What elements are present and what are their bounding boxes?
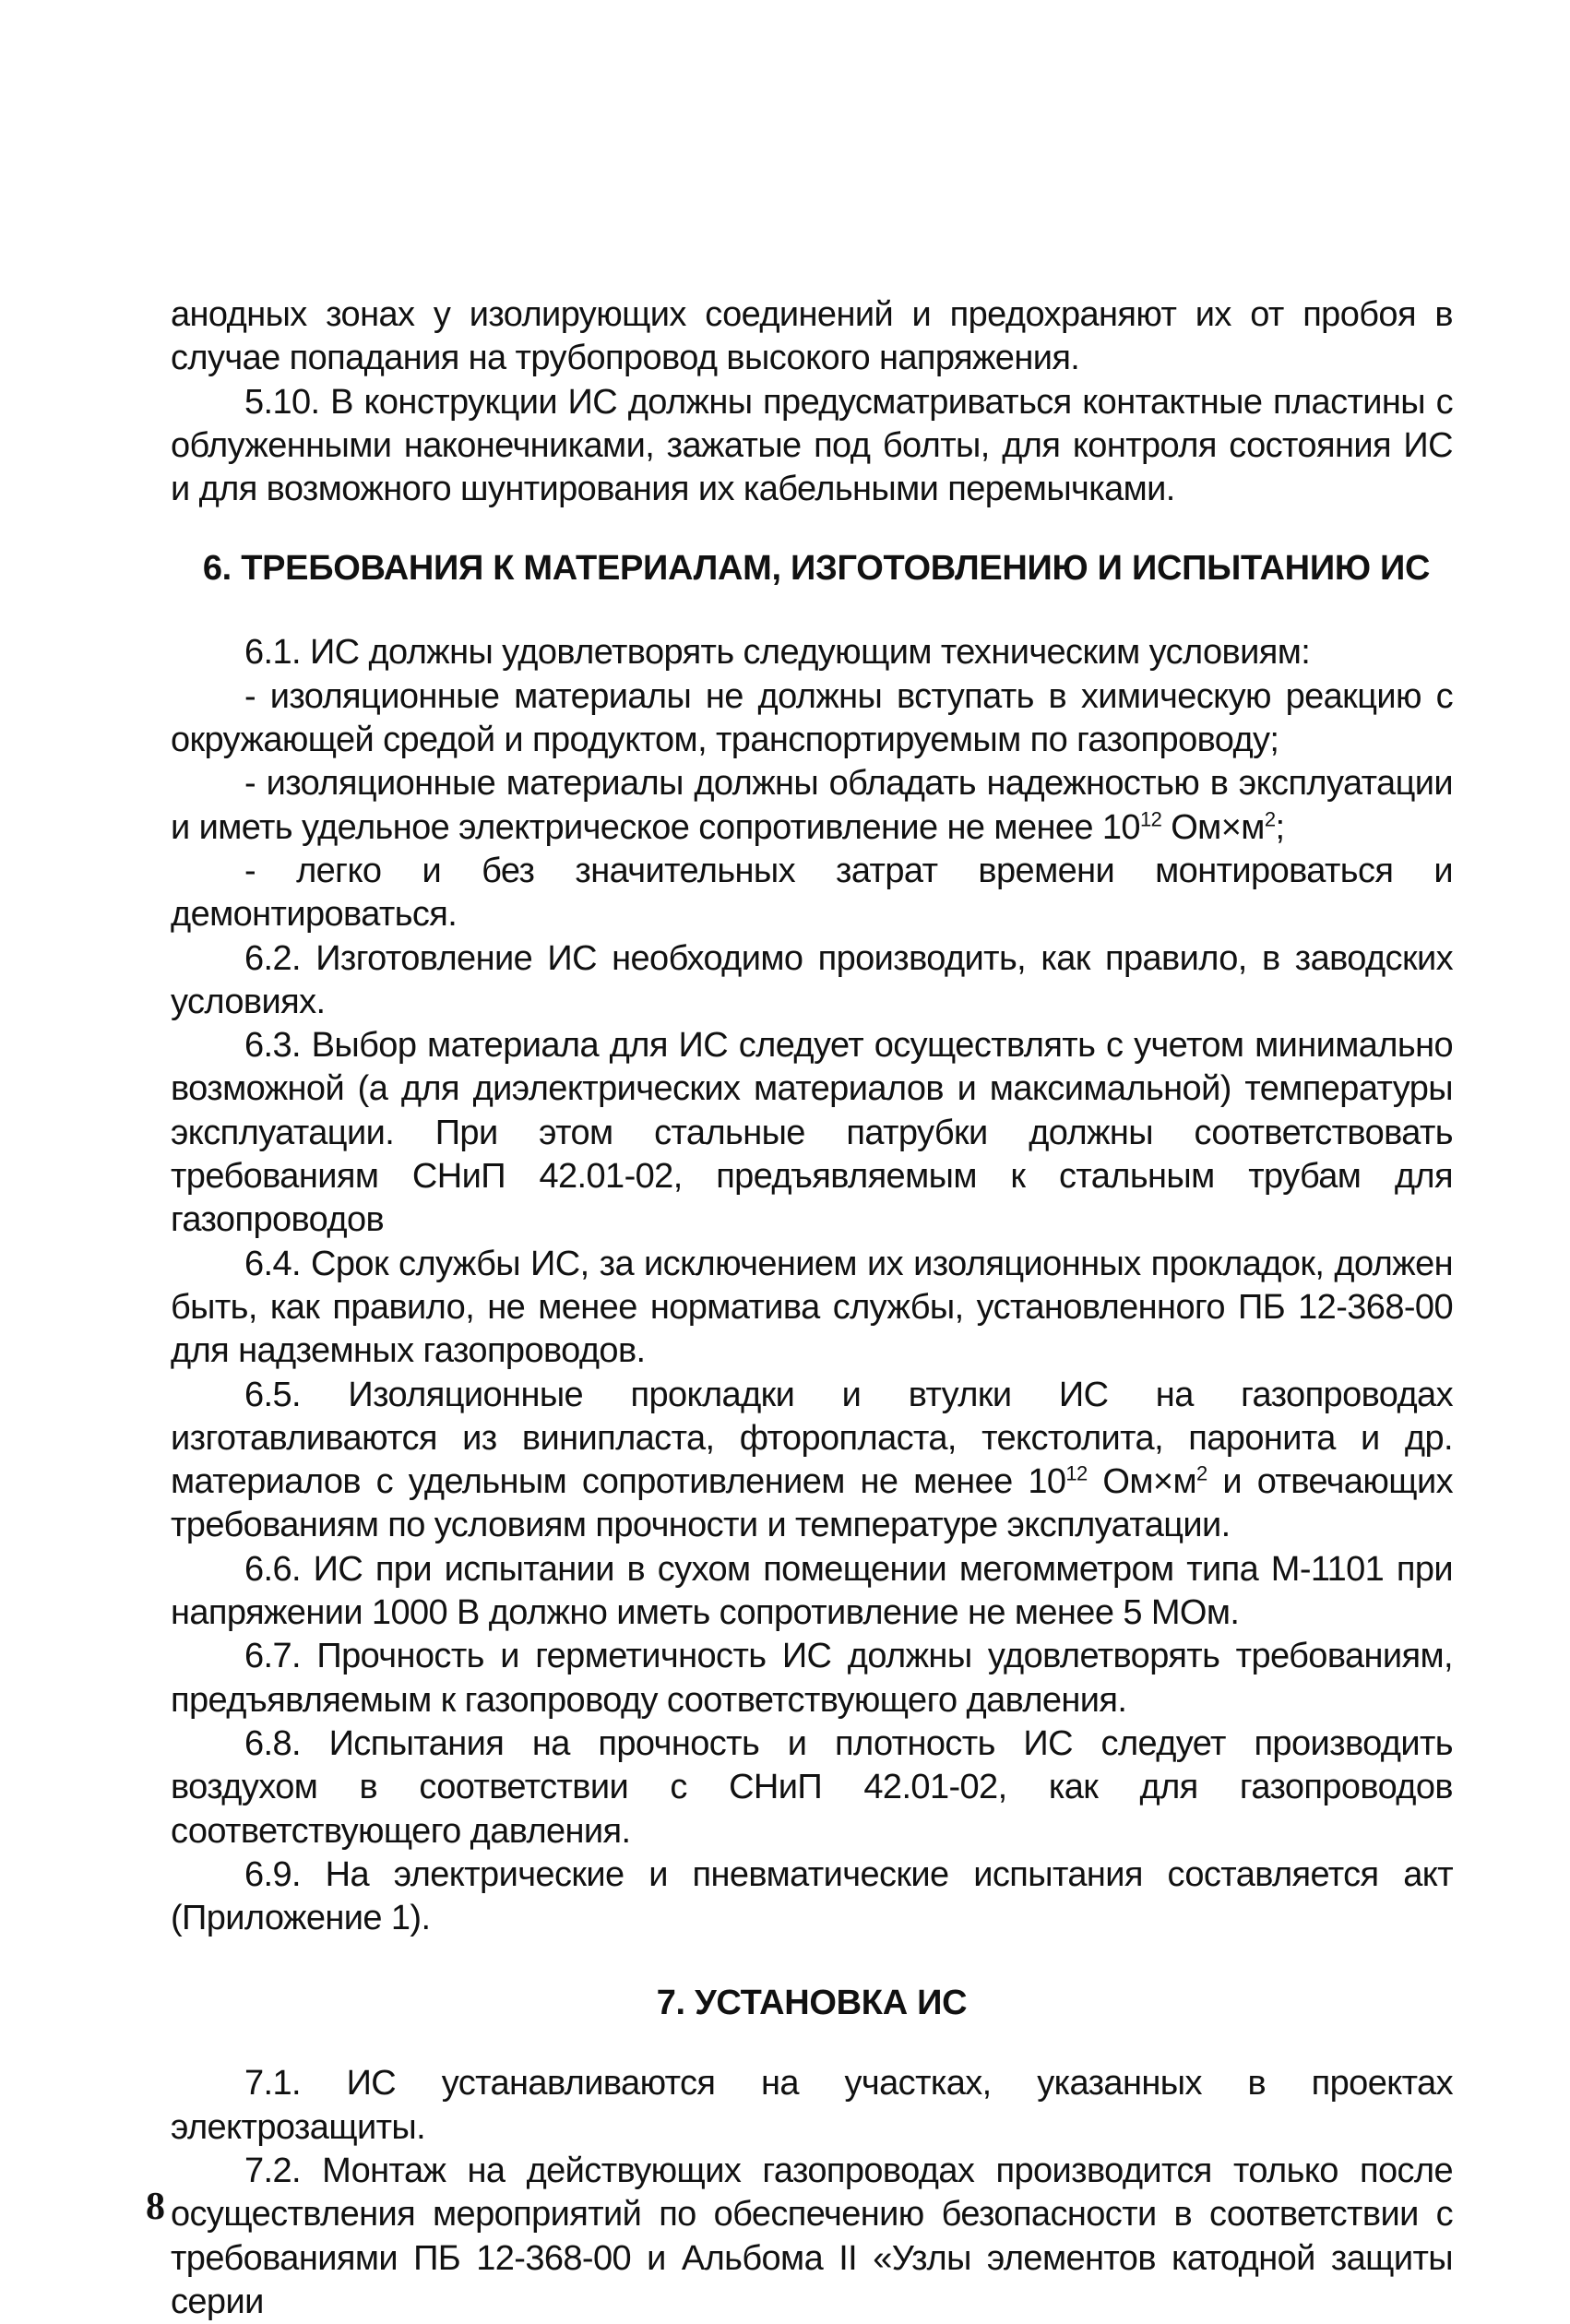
list-item-6-1-c: - легко и без значительных затрат времени монтироваться и демонтироваться. (171, 851, 1453, 935)
list-item-6-1-b-text: - изоляционные материалы должны обладать надежностью в эксплуатации и иметь удельное электрическое сопротивление не менее 10 (171, 764, 1453, 847)
paragraph-6-7: 6.7. Прочность и герметичность ИС должны удовлетворять требованиям, предъявляемым к газопроводу соответствующего давления. (171, 1637, 1453, 1720)
list-item-6-1-a: - изоляционные материалы не должны вступать в химическую реакцию с окружающей средой и продуктом, транспортируемым по газопроводу; (171, 676, 1453, 760)
paragraph-6-5 (171, 1374, 1453, 1548)
paragraph-5-9-continuation: анодных зонах у изолирующих соединений и предохраняют их от пробоя в случае попадания на трубопровод высокого напряжения. (171, 295, 1453, 378)
paragraph-7-2: 7.2. Монтаж на действующих газопроводах производится только после осуществления мероприятий по обеспечению безопасности в соответствии с требованиями ПБ 12-368-00 и Альбома II «Узлы элементов катодной защиты серии (171, 2151, 1453, 2321)
paragraph-6-3: 6.3. Выбор материала для ИС следует осуществлять с учетом минимально возможной (а для диэлектрических материалов и максимальной) температуры эксплуатации. При этом стальные патрубки должны соответствовать требованиям СНиП 42.01-02, предъявляемым к стальным трубам для газопроводов (171, 1026, 1453, 1240)
paragraph-6-9: 6.9. На электрические и пневматические испытания составляется акт (Приложение 1). (171, 1854, 1453, 1938)
section-6-heading: 6. ТРЕБОВАНИЯ К МАТЕРИАЛАМ, ИЗГОТОВЛЕНИЮ И ИСПЫТАНИЮ ИС (202, 549, 1431, 589)
exponent: 12 (1139, 807, 1162, 831)
exponent: 12 (1065, 1461, 1088, 1485)
paragraph-5-10: 5.10. В конструкции ИС должны предусматриваться контактные пластины с облуженными наконечниками, зажатые под болты, для контроля состояния ИС и для возможного шунтирования их кабельными перемычками. (171, 382, 1453, 509)
unit-exponent: 2 (1196, 1461, 1207, 1485)
paragraph-6-5-text-end: и отвечающих требованиям по условиям прочности и температуре эксплуатации. (171, 1462, 1453, 1545)
paragraph-6-2: 6.2. Изготовление ИС необходимо производить, как правило, в заводских условиях. (171, 938, 1453, 1021)
paragraph-6-5-text: 6.5. Изоляционные прокладки и втулки ИС на газопроводах изготавливаются из винипласта, фторопласта, текстолита, паронита и др. материалов с удельным сопротивлением не менее 10 (171, 1375, 1453, 1502)
paragraph-6-4: 6.4. Срок службы ИС, за исключением их изоляционных прокладок, должен быть, как правило, не менее норматива службы, установленного ПБ 12-368-00 для надземных газопроводов. (171, 1244, 1453, 1371)
page-number: 8 (146, 2186, 165, 2228)
paragraph-6-8: 6.8. Испытания на прочность и плотность ИС следует производить воздухом в соответствии с СНиП 42.01-02, как для газопроводов соответствующего давления. (171, 1723, 1453, 1851)
paragraph-6-1: 6.1. ИС должны удовлетворять следующим техническим условиям: (244, 633, 1311, 673)
punctuation: ; (1275, 807, 1285, 847)
unit: Ом×м (1087, 1462, 1197, 1502)
paragraph-7-1: 7.1. ИС устанавливаются на участках, указанных в проектах электрозащиты. (171, 2064, 1453, 2147)
unit: Ом×м (1161, 807, 1265, 847)
paragraph-6-6: 6.6. ИС при испытании в сухом помещении мегомметром типа М-1101 при напряжении 1000 В должно иметь сопротивление не менее 5 МОм. (171, 1549, 1453, 1633)
list-item-6-1-b (171, 762, 1453, 850)
unit-exponent: 2 (1264, 807, 1276, 831)
section-7-heading: 7. УСТАНОВКА ИС (656, 1984, 968, 2023)
document-page (171, 293, 1453, 2324)
